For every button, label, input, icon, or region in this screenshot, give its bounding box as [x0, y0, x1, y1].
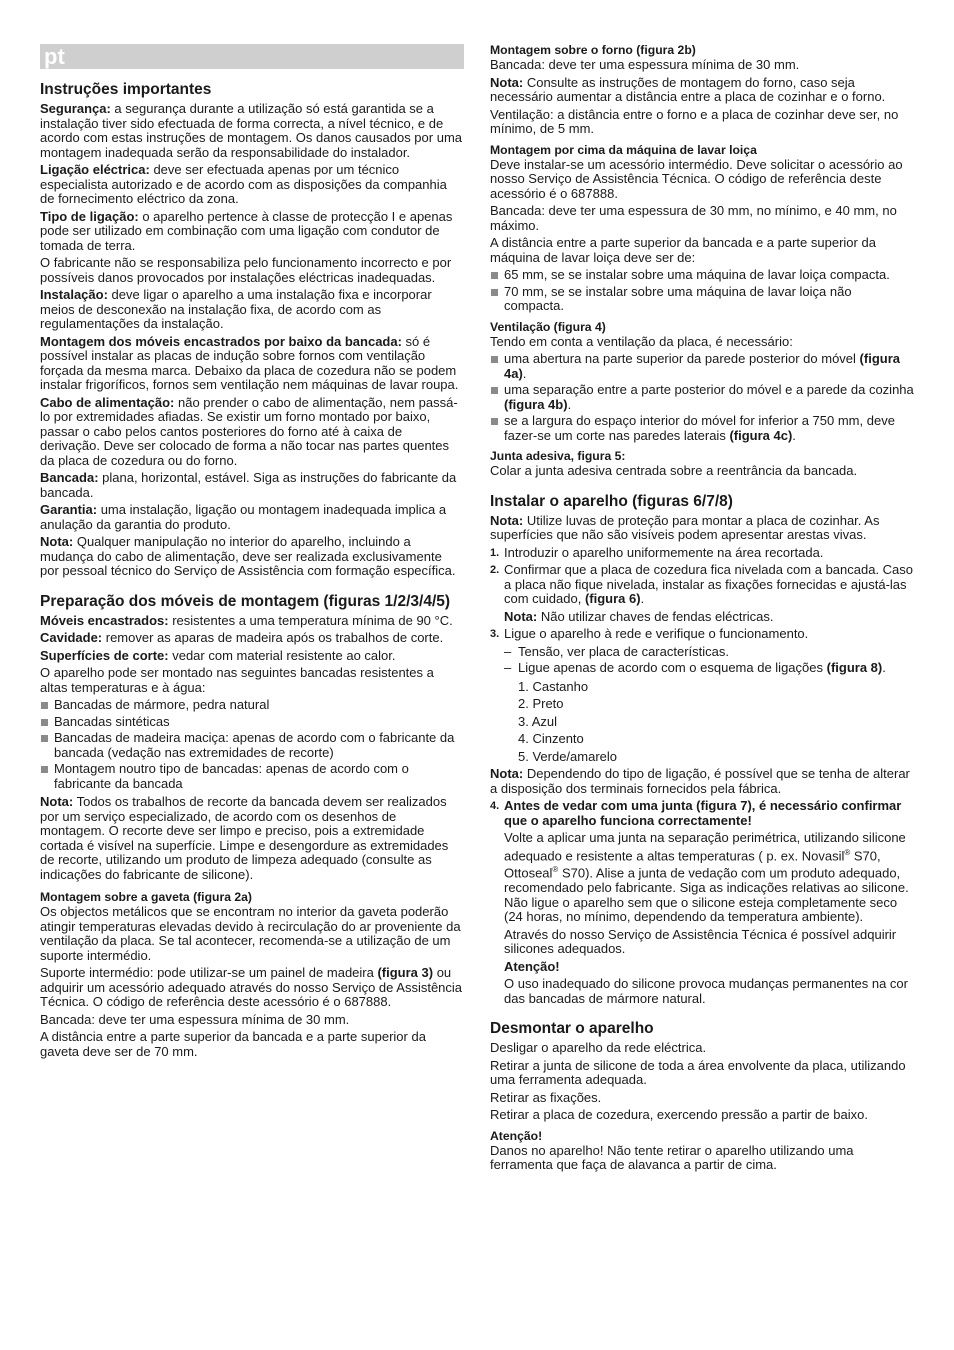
list-item: Montagem noutro tipo de bancadas: apenas de acordo com o fabricante da bancada — [40, 762, 464, 791]
wire-item: 4. Cinzento — [518, 731, 584, 746]
step-4-warning-text: O uso inadequado do silicone provoca mudanças permanentes na cor das bancadas de mármore natural. — [504, 976, 908, 1006]
para-dishwasher-2: Bancada: deve ter uma espessura de 30 mm, no mínimo, e 40 mm, no máximo. — [490, 203, 897, 233]
dismantle-warning-text: Danos no aparelho! Não tente retirar o aparelho utilizando uma ferramenta que faça de alavanca a partir de cima. — [490, 1142, 854, 1173]
list-item: Bancadas de madeira maciça: apenas de acordo com o fabricante da bancada (vedação nas extremidades de recorte) — [40, 731, 464, 760]
step-2: 2. Confirmar que a placa de cozedura fica nivelada com a bancada. Caso a placa não fique nivelada, instalar as fixações fornecidas e ajustá-las com cuidado, (figura 6). — [490, 562, 914, 606]
bullet-square-icon — [491, 418, 498, 425]
para-adhesive-seal: Colar a junta adesiva centrada sobre a reentrância da bancada. — [490, 463, 858, 478]
para-oven-3: Ventilação: a distância entre o forno e a placa de cozinhar deve ser, no mínimo, de 5 mm. — [490, 106, 899, 136]
para-cavity: Cavidade: remover as aparas de madeira após os trabalhos de corte. — [40, 630, 444, 645]
para-dishwasher-3: A distância entre a parte superior da bancada e a parte superior da máquina de lavar loiça deve ser de: — [490, 235, 876, 265]
para-step-3-note: Nota: Dependendo do tipo de ligação, é possível que se tenha de alterar a disposição dos terminais fornecidos pela fábrica. — [490, 766, 910, 796]
bullet-square-icon — [491, 356, 498, 363]
step-3: 3. Ligue o aparelho à rede e verifique o funcionamento. — [490, 626, 809, 641]
para-note-1: Nota: Qualquer manipulação no interior do aparelho, incluindo a mudança do cabo de alimentação, deve ser realizada exclusivamente por pessoal técnico do Serviço de Assistência com formação específica. — [40, 534, 456, 578]
para-manufacturer: O fabricante não se responsabiliza pelo funcionamento incorrecto e por possíveis danos provocados por instalações eléctricas inadequadas. — [40, 255, 452, 285]
step-3-dash-1: – Tensão, ver placa de características. — [504, 643, 729, 659]
heading-oven-mounting: Montagem sobre o forno (figura 2b) — [490, 43, 696, 57]
para-step-4-silicone: Volte a aplicar uma junta na separação perimétrica, utilizando silicone adequado e resistente a altas temperaturas ( p. ex. Novasil® S70, Ottoseal® S70). Alise a junta de vedação com um produto adequado, recomendado pelo fabricante. Siga as indicações relativas ao silicone. Não ligue o aparelho sem que o silicone esteja completamente seco (24 horas, no mínimo, dependendo da temperatura ambiente). — [504, 830, 909, 925]
para-built-in-furniture: Móveis encastrados: resistentes a uma temperatura mínima de 90 °C. — [40, 612, 453, 628]
heading-preparation: Preparação dos móveis de montagem (figuras 1/2/3/4/5) — [40, 592, 451, 610]
wire-item: 5. Verde/amarelo — [518, 748, 618, 764]
list-item: uma abertura na parte superior da parede posterior do móvel (figura 4a). — [490, 352, 914, 381]
para-dismantle-1: Desligar o aparelho da rede eléctrica. — [490, 1040, 707, 1056]
wire-item: 2. Preto — [518, 696, 564, 711]
bullet-square-icon — [491, 272, 498, 279]
para-warranty: Garantia: uma instalação, ligação ou montagem inadequada implica a anulação da garantia do produto. — [40, 502, 447, 532]
para-installation: Instalação: deve ligar o aparelho a uma instalação fixa e incorporar meios de desconexão na instalação fixa, de acordo com as regulamentações da instalação. — [40, 287, 432, 331]
dismantle-warning-title: Atenção! — [490, 1128, 543, 1143]
para-drawer-4: A distância entre a parte superior da bancada e a parte superior da gaveta deve ser de 70 mm. — [40, 1029, 426, 1059]
heading-drawer-mounting: Montagem sobre a gaveta (figura 2a) — [40, 890, 252, 904]
para-note-2: Nota: Todos os trabalhos de recorte da bancada devem ser realizados por um serviço especializado, de acordo com os desenhos de montagem. O recorte deve ser limpo e preciso, pois a extremidade cortada é visível na superfície. Limpe e desengordure as extremidades de recorte, utilizando um produto de limpeza adequado (consulte as indicações do fabricante de silicone). — [40, 794, 449, 882]
heading-dismantle: Desmontar o aparelho — [490, 1020, 654, 1038]
bullet-square-icon — [491, 387, 498, 394]
para-drawer-3: Bancada: deve ter uma espessura mínima de 30 mm. — [40, 1011, 350, 1027]
wire-item: 3. Azul — [518, 713, 558, 729]
para-dismantle-4: Retirar a placa de cozedura, exercendo pressão a partir de baixo. — [490, 1107, 868, 1123]
list-item: Bancadas sintéticas — [40, 715, 464, 730]
step-1: 1. Introduzir o aparelho uniformemente na área recortada. — [490, 544, 824, 560]
heading-install-appliance: Instalar o aparelho (figuras 6/7/8) — [490, 492, 733, 510]
step-3-dash-2: – Ligue apenas de acordo com o esquema de ligações (figura 8). — [504, 660, 886, 675]
step-4: 4. Antes de vedar com uma junta (figura 7), é necessário confirmar que o aparelho funciona correctamente! — [490, 798, 902, 828]
para-drawer-1: Os objectos metálicos que se encontram no interior da gaveta poderão atingir temperaturas elevadas devido à recirculação do ar proveniente da ventilação da placa. Se tal acontecer, recomenda-se a utilização de um suporte intermédio. — [40, 904, 461, 963]
list-item: uma separação entre a parte posterior do móvel e a parede da cozinha (figura 4b). — [490, 383, 914, 412]
para-built-in-units: Montagem dos móveis encastrados por baixo da bancada: só é possível instalar as placas de indução sobre fornos com ventilação forçada da mesma marca. Debaixo da placa de cozedura não se podem instalar frigoríficos, fornos sem ventilação nem máquinas de lavar roupa. — [40, 333, 459, 392]
right-column — [490, 40, 914, 1176]
left-column — [40, 40, 464, 1062]
heading-dishwasher-mounting: Montagem por cima da máquina de lavar loiça — [490, 142, 757, 157]
install-steps — [490, 546, 914, 1007]
list-item: se a largura do espaço interior do móvel for inferior a 750 mm, deve fazer-se um corte nas paredes laterais (figura 4c). — [490, 414, 914, 443]
wire-color-list — [490, 678, 914, 766]
step-4-warning-title: Atenção! — [504, 958, 560, 974]
para-drawer-2: Suporte intermédio: pode utilizar-se um painel de madeira (figura 3) ou adquirir um acessório adequado através do nosso Serviço de Assistência Técnica. O código de referência deste acessório é o 687888. — [40, 965, 463, 1009]
ventilation-list — [490, 352, 914, 443]
language-tag: pt — [40, 44, 464, 69]
list-item: 70 mm, se se instalar sobre uma máquina de lavar loiça não compacta. — [490, 285, 914, 314]
para-install-note: Nota: Utilize luvas de proteção para montar a placa de cozinhar. As superfícies que não são visíveis podem apresentar arestas vivas. — [490, 512, 880, 542]
para-dismantle-2: Retirar a junta de silicone de toda a área envolvente da placa, utilizando uma ferramenta adequada. — [490, 1057, 906, 1088]
heading-adhesive-seal: Junta adesiva, figura 5: — [490, 449, 626, 463]
bullet-square-icon — [41, 735, 48, 742]
worktop-list — [40, 698, 464, 791]
step-2-note: Nota: Não utilizar chaves de fendas eléctricas. — [504, 608, 774, 624]
para-power-cable: Cabo de alimentação: não prender o cabo de alimentação, nem passá-lo por extremidades afiadas. Se existir um forno montado por baixo, passar o cabo pelos cantos posteriores do forno até à caixa de derivação. Deve ser colocado de forma a não tocar nas partes quentes da placa de cozedura ou do forno. — [40, 394, 458, 468]
bullet-square-icon — [41, 702, 48, 709]
para-oven-1: Bancada: deve ter uma espessura mínima de 30 mm. — [490, 57, 800, 72]
bullet-square-icon — [41, 719, 48, 726]
para-electrical-connection: Ligação eléctrica: deve ser efectuada apenas por um técnico especialista autorizado e de acordo com as disposições da companhia de fornecimento eléctrico da zona. — [40, 162, 447, 206]
para-ventilation-intro: Tendo em conta a ventilação da placa, é necessário: — [490, 333, 793, 349]
para-cut-surfaces: Superfícies de corte: vedar com material resistente ao calor. — [40, 647, 396, 663]
para-connection-type: Tipo de ligação: o aparelho pertence à classe de protecção I e apenas pode ser utilizado em combinação com uma ligação com condutor de tomada de terra. — [40, 208, 453, 253]
heading-ventilation: Ventilação (figura 4) — [490, 319, 606, 334]
para-worktops-intro: O aparelho pode ser montado nas seguintes bancadas resistentes a altas temperaturas e à água: — [40, 665, 434, 695]
heading-important-instructions: Instruções importantes — [40, 81, 212, 98]
para-worktop: Bancada: plana, horizontal, estável. Siga as instruções do fabricante da bancada. — [40, 470, 457, 500]
bullet-square-icon — [491, 289, 498, 296]
para-dismantle-3: Retirar as fixações. — [490, 1089, 602, 1105]
dishwasher-list — [490, 268, 914, 314]
para-step-4-service: Através do nosso Serviço de Assistência Técnica é possível adquirir silicones adequados. — [504, 926, 897, 957]
para-safety: Segurança: a segurança durante a utilização só está garantida se a instalação tiver sido efectuada de forma correcta, a nível técnico, e de acordo com estas instruções de montagem. Os danos causados por uma montagem inadequada serão da responsabilidade do instalador. — [40, 101, 462, 160]
list-item: Bancadas de mármore, pedra natural — [40, 698, 464, 713]
bullet-square-icon — [41, 766, 48, 773]
para-oven-note: Nota: Consulte as instruções de montagem do forno, caso seja necessário aumentar a distância entre a placa de cozinhar e o forno. — [490, 74, 886, 104]
list-item: 65 mm, se se instalar sobre uma máquina de lavar loiça compacta. — [490, 268, 914, 283]
para-dishwasher-1: Deve instalar-se um acessório intermédio. Deve solicitar o acessório ao nosso Serviço de Assistência Técnica. O código de referência deste acessório é o 687888. — [490, 156, 903, 201]
wire-item: 1. Castanho — [518, 678, 589, 694]
